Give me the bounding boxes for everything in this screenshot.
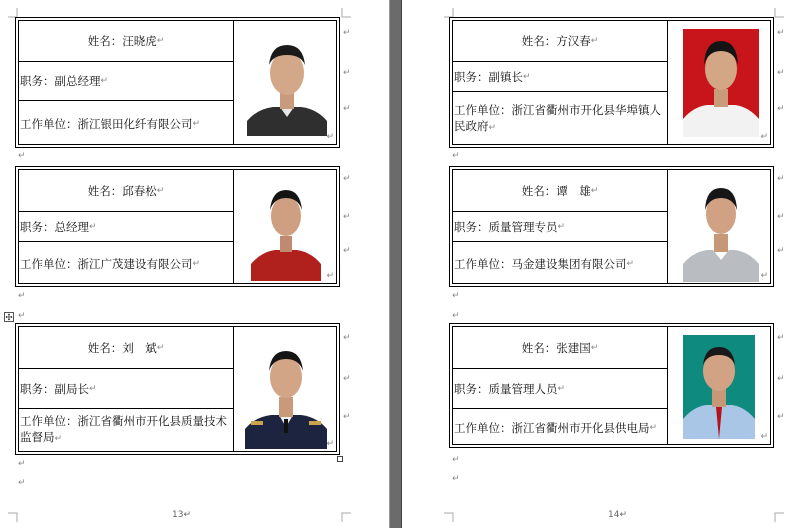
name-cell: 姓名：邱春松 ↵ [19, 170, 233, 212]
workplace-text: 工作单位：浙江广茂建设有限公司 [20, 256, 193, 271]
person-card[interactable] [449, 166, 774, 287]
position-text: 职务：副总经理 [20, 74, 101, 88]
document-page-13 [0, 0, 389, 528]
name-text: 姓名：邱春松 [87, 183, 157, 198]
photo-cell: ↵ [667, 170, 770, 283]
portrait-photo-icon [683, 29, 759, 137]
position-cell: 职务：总经理 ↵ [19, 212, 233, 242]
name-cell: 姓名：刘 斌 ↵ [19, 327, 233, 369]
photo-cell: ↵ [667, 21, 770, 144]
person-card[interactable] [449, 323, 774, 448]
paragraph-mark-icon: ↵ [452, 291, 460, 301]
position-cell: 职务：副局长 ↵ [19, 369, 233, 409]
name-cell: 姓名：谭 雄 ↵ [453, 170, 667, 212]
page-gap [389, 0, 402, 528]
workplace-cell: 工作单位：马金建设集团有限公司 ↵ [454, 256, 635, 271]
paragraph-mark-icon: ↵ [777, 28, 785, 38]
paragraph-mark-icon: ↵ [18, 291, 26, 301]
paragraph-mark-icon: ↵ [777, 333, 785, 343]
name-cell [19, 21, 233, 62]
paragraph-mark-icon: ↵ [777, 212, 785, 222]
name-text: 姓名：方汉春 [521, 34, 591, 48]
crop-mark-icon [341, 512, 351, 522]
workplace-cell: 工作单位：浙江银田化纤有限公司 ↵ [20, 116, 201, 131]
workplace-cell: 工作单位：浙江省衢州市开化县供电局 ↵ [454, 420, 658, 435]
person-card[interactable] [15, 166, 340, 287]
paragraph-mark-icon: ↵ [343, 28, 351, 38]
crop-mark-icon [774, 512, 784, 522]
name-text: 姓名：汪晓虎 [87, 34, 157, 48]
portrait-photo-icon [245, 333, 327, 449]
portrait-photo-icon [683, 335, 755, 439]
table-move-handle-icon[interactable] [4, 312, 14, 322]
position-text: 职务：副局长 [20, 381, 89, 396]
paragraph-mark-icon: ↵ [343, 374, 351, 384]
paragraph-mark-icon: ↵ [343, 412, 351, 422]
table-resize-handle-icon[interactable] [337, 456, 343, 462]
position-cell: 职务：副总经理 ↵ [19, 62, 233, 101]
paragraph-mark-icon: ↵ [777, 374, 785, 384]
paragraph-mark-icon: ↵ [777, 412, 785, 422]
workplace-text: 工作单位：浙江省衢州市开化县华埠镇人民政府 [454, 103, 661, 133]
person-card[interactable] [15, 323, 340, 455]
workplace-cell: 工作单位：浙江省衢州市开化县质量技术监督局↵ [20, 414, 227, 444]
paragraph-mark-icon: ↵ [18, 478, 26, 488]
photo-cell: ↵ [233, 170, 336, 283]
paragraph-mark-icon: ↵ [452, 311, 460, 321]
position-text: 职务：质量管理专员 [454, 219, 558, 234]
crop-mark-icon [341, 8, 351, 18]
photo-cell: ↵ [233, 21, 336, 144]
workplace-text: 工作单位：浙江省衢州市开化县质量技术监督局 [20, 414, 227, 444]
workplace-cell: 工作单位：浙江省衢州市开化县华埠镇人民政府↵ [454, 103, 661, 133]
paragraph-mark-icon: ↵ [156, 36, 165, 46]
crop-mark-icon [444, 512, 454, 522]
portrait-photo-icon [251, 178, 321, 281]
paragraph-mark-icon: ↵ [777, 68, 785, 78]
position-cell: 职务：质量管理专员 ↵ [453, 212, 667, 242]
paragraph-mark-icon: ↵ [452, 151, 460, 161]
paragraph-mark-icon: ↵ [777, 246, 785, 256]
workplace-text: 工作单位：浙江银田化纤有限公司 [20, 116, 193, 131]
paragraph-mark-icon: ↵ [343, 174, 351, 184]
crop-mark-icon [8, 512, 18, 522]
crop-mark-icon [774, 8, 784, 18]
paragraph-mark-icon: ↵ [343, 333, 351, 343]
paragraph-mark-icon: ↵ [343, 68, 351, 78]
paragraph-mark-icon: ↵ [343, 212, 351, 222]
paragraph-mark-icon: ↵ [452, 455, 460, 465]
workplace-text: 工作单位：浙江省衢州市开化县供电局 [454, 420, 650, 435]
photo-cell: ↵ [667, 327, 770, 444]
name-text: 姓名：张建国 [521, 340, 591, 355]
paragraph-mark-icon: ↵ [343, 246, 351, 256]
portrait-photo-icon [683, 178, 759, 282]
position-text: 职务：质量管理人员 [454, 381, 558, 396]
paragraph-mark-icon: ↵ [343, 104, 351, 114]
position-cell: 职务：副镇长 ↵ [453, 62, 667, 92]
photo-cell: ↵ [233, 327, 336, 451]
paragraph-mark-icon: ↵ [777, 174, 785, 184]
paragraph-mark-icon: ↵ [18, 151, 26, 161]
page-number: 13↵ [172, 510, 191, 520]
name-cell: 姓名：方汉春 ↵ [453, 21, 667, 62]
portrait-photo-icon [247, 31, 327, 136]
person-card[interactable] [15, 17, 340, 148]
paragraph-mark-icon: ↵ [777, 104, 785, 114]
name-text: 姓名：刘 斌 [87, 340, 157, 355]
paragraph-mark-icon: ↵ [452, 474, 460, 484]
workplace-text: 工作单位：马金建设集团有限公司 [454, 256, 627, 271]
document-page-14 [402, 0, 791, 528]
page-number: 14↵ [608, 510, 627, 520]
paragraph-mark-icon: ↵ [18, 311, 26, 321]
position-text: 职务：总经理 [20, 219, 89, 234]
workplace-cell: 工作单位：浙江广茂建设有限公司 ↵ [20, 256, 201, 271]
paragraph-mark-icon: ↵ [18, 459, 26, 469]
position-cell: 职务：质量管理人员 ↵ [453, 369, 667, 409]
person-card[interactable] [449, 17, 774, 148]
name-cell: 姓名：张建国 ↵ [453, 327, 667, 369]
name-text: 姓名：谭 雄 [521, 183, 591, 198]
position-text: 职务：副镇长 [454, 69, 523, 84]
